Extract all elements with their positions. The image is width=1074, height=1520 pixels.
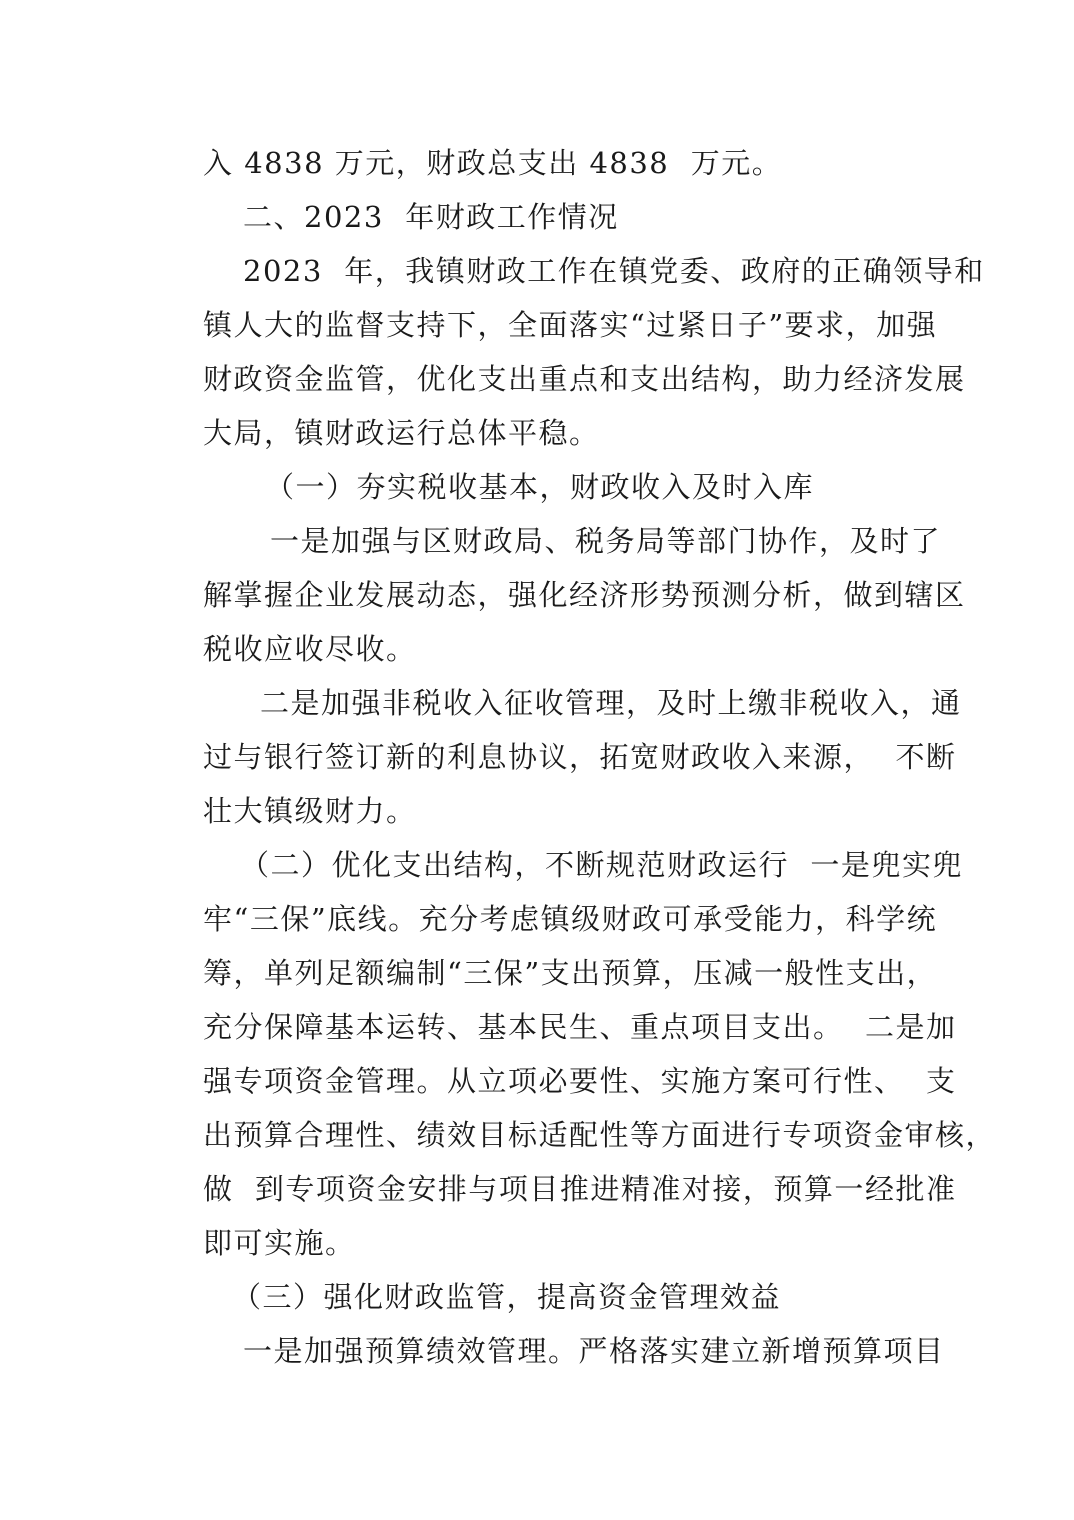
text-line-5: 财政资金监管，优化支出重点和支出结构，助力经济发展 xyxy=(203,362,966,396)
text-line-15: 牢“三保”底线。充分考虑镇级财政可承受能力，科学统 xyxy=(203,902,938,936)
text-line-17: 充分保障基本运转、基本民生、重点项目支出。 二是加 xyxy=(203,1010,957,1044)
subheading-1: （一）夯实税收基本，财政收入及时入库 xyxy=(265,470,815,504)
text-line-8: 一是加强与区财政局、税务局等部门协作，及时了 xyxy=(270,524,942,558)
text-line-1: 入 4838 万元，财政总支出 4838 万元。 xyxy=(203,146,783,180)
text-line-4: 镇人大的监督支持下，全面落实“过紧日子”要求，加强 xyxy=(203,308,938,342)
text-line-21: 即可实施。 xyxy=(203,1226,356,1260)
text-line-9: 解掌握企业发展动态，强化经济形势预测分析，做到辖区 xyxy=(203,578,966,612)
text-line-20: 做 到专项资金安排与项目推进精准对接，预算一经批准 xyxy=(203,1172,957,1206)
text-line-16: 筹，单列足额编制“三保”支出预算，压减一般性支出， xyxy=(203,956,938,990)
text-line-23: 一是加强预算绩效管理。严格落实建立新增预算项目 xyxy=(243,1334,945,1368)
text-line-11: 二是加强非税收入征收管理，及时上缴非税收入，通 xyxy=(260,686,962,720)
text-line-10: 税收应收尽收。 xyxy=(203,632,417,666)
text-line-6: 大局，镇财政运行总体平稳。 xyxy=(203,416,600,450)
text-line-12: 过与银行签订新的利息协议，拓宽财政收入来源， 不断 xyxy=(203,740,957,774)
text-line-18: 强专项资金管理。从立项必要性、实施方案可行性、 支 xyxy=(203,1064,957,1098)
subheading-3: （三）强化财政监管，提高资金管理效益 xyxy=(232,1280,782,1314)
subheading-2: （二）优化支出结构，不断规范财政运行 一是兜实兜 xyxy=(240,848,963,882)
text-line-19: 出预算合理性、绩效目标适配性等方面进行专项资金审核， xyxy=(203,1118,997,1152)
text-line-13: 壮大镇级财力。 xyxy=(203,794,417,828)
text-line-3: 2023 年，我镇财政工作在镇党委、政府的正确领导和 xyxy=(243,254,985,288)
section-heading-2023: 二、2023 年财政工作情况 xyxy=(243,200,619,234)
